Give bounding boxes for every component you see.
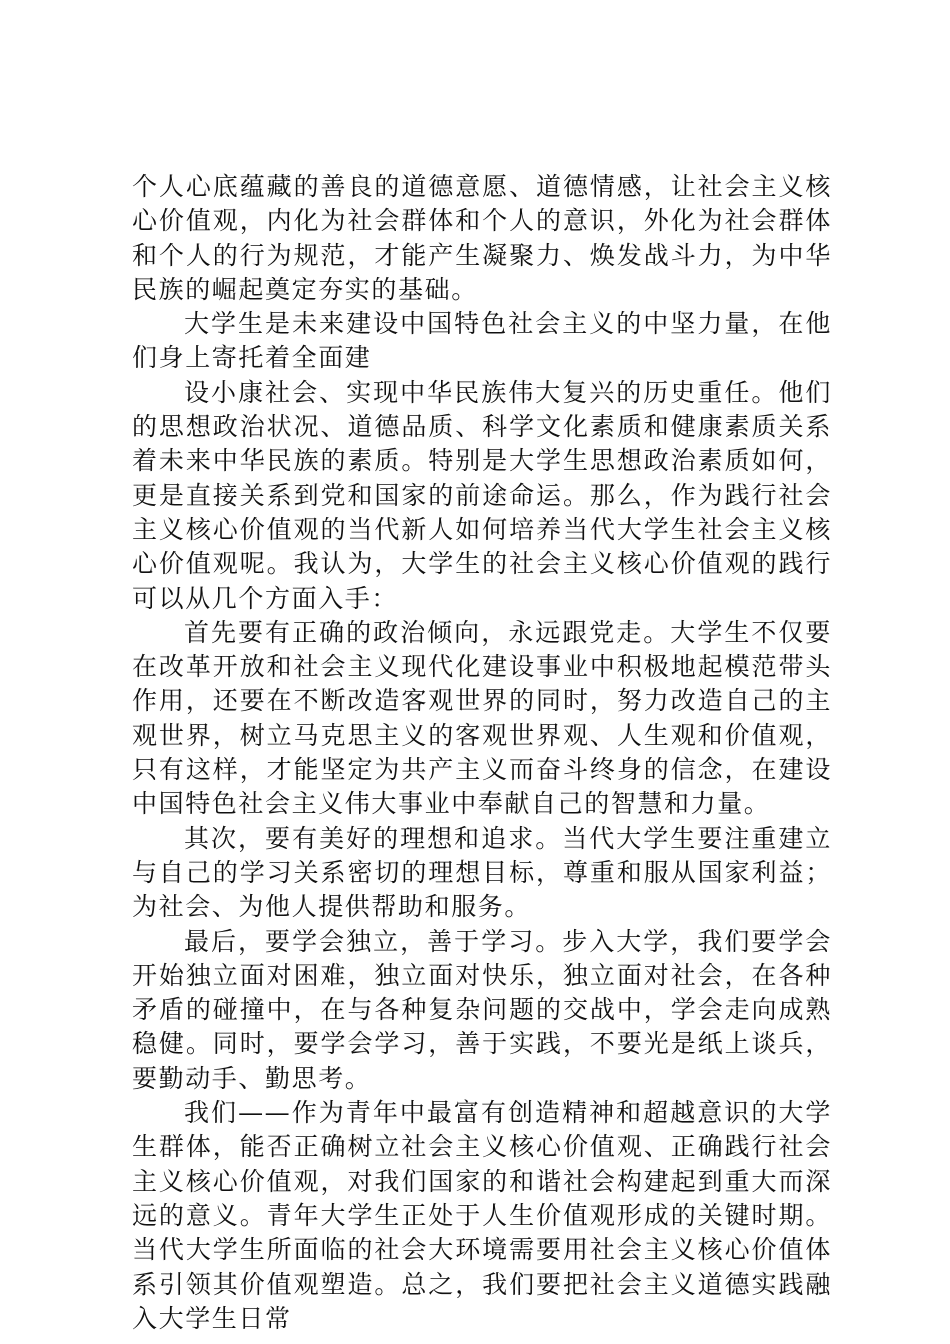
paragraph-2: 大学生是未来建设中国特色社会主义的中坚力量，在他们身上寄托着全面建: [132, 309, 832, 373]
document-body: [132, 170, 832, 1336]
paragraph-7: 我们——作为青年中最富有创造精神和超越意识的大学生群体，能否正确树立社会主义核心价值观、正确践行社会主义核心价值观，对我们国家的和谐社会构建起到重大而深远的意义。青年大学生正处于人生价值观形成的关键时期。当代大学生所面临的社会大环境需要用社会主义核心价值体系引领其价值观塑造。总之，我们要把社会主义道德实践融入大学生日常: [132, 1098, 832, 1333]
paragraph-4: 首先要有正确的政治倾向，永远跟党走。大学生不仅要在改革开放和社会主义现代化建设事业中积极地起模范带头作用，还要在不断改造客观世界的同时，努力改造自己的主观世界，树立马克思主义的客观世界观、人生观和价值观，只有这样，才能坚定为共产主义而奋斗终身的信念，在建设中国特色社会主义伟大事业中奉献自己的智慧和力量。: [132, 617, 832, 819]
paragraph-3: 设小康社会、实现中华民族伟大复兴的历史重任。他们的思想政治状况、道德品质、科学文化素质和健康素质关系着未来中华民族的素质。特别是大学生思想政治素质如何，更是直接关系到党和国家的前途命运。那么，作为践行社会主义核心价值观的当代新人如何培养当代大学生社会主义核心价值观呢。我认为，大学生的社会主义核心价值观的践行可以从几个方面入手：: [132, 377, 832, 613]
paragraph-1: 个人心底蕴藏的善良的道德意愿、道德情感，让社会主义核心价值观，内化为社会群体和个人的意识，外化为社会群体和个人的行为规范，才能产生凝聚力、焕发战斗力，为中华民族的崛起奠定夯实的基础。: [132, 172, 832, 304]
paragraph-6: 最后，要学会独立，善于学习。步入大学，我们要学会开始独立面对困难，独立面对快乐，独立面对社会，在各种矛盾的碰撞中，在与各种复杂问题的交战中，学会走向成熟稳健。同时，要学会学习，善于实践，不要光是纸上谈兵，要勤动手、勤思考。: [132, 926, 832, 1093]
paragraph-5: 其次，要有美好的理想和追求。当代大学生要注重建立与自己的学习关系密切的理想目标，尊重和服从国家利益；为社会、为他人提供帮助和服务。: [132, 823, 832, 922]
